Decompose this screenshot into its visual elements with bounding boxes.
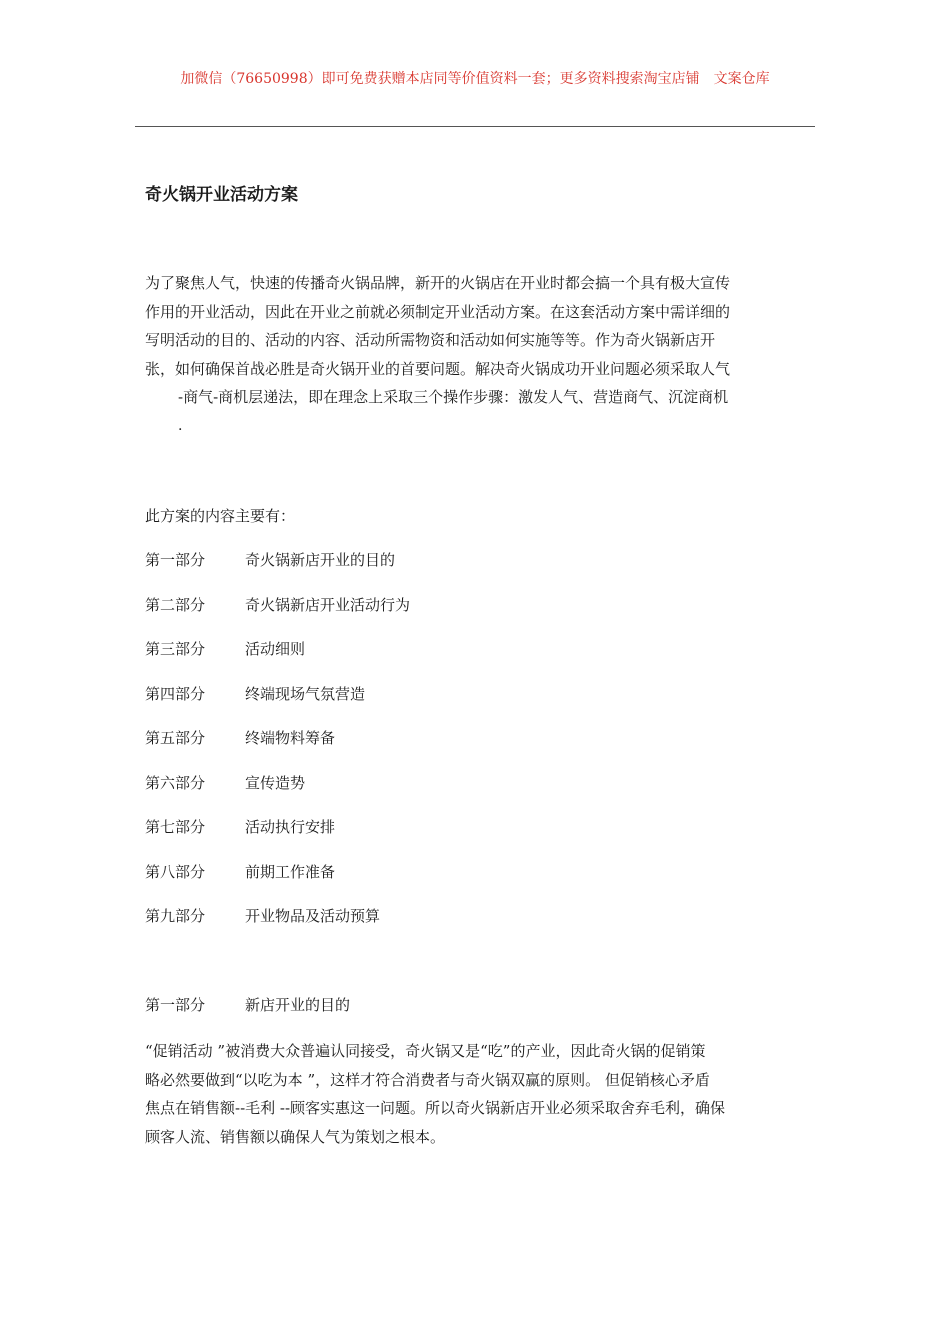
toc-part-title: 奇火锅新店开业的目的 <box>245 551 396 569</box>
section-part-label: 第一部分 <box>145 996 206 1014</box>
toc-part-label: 第四部分 <box>145 685 206 703</box>
toc-item <box>145 594 410 616</box>
toc-item <box>145 772 305 794</box>
toc-part-title: 宣传造势 <box>245 774 306 792</box>
toc-part-label: 第一部分 <box>145 551 206 569</box>
toc-part-title: 活动执行安排 <box>245 818 336 836</box>
document-title: 奇火锅开业活动方案 <box>145 185 298 205</box>
section-line: 顾客人流、销售额以确保人气为策划之根本。 <box>145 1127 446 1146</box>
toc-part-label: 第五部分 <box>145 729 206 747</box>
section-title: 新店开业的目的 <box>245 996 351 1014</box>
toc-part-label: 第二部分 <box>145 596 206 614</box>
section-line: 略必然要做到“以吃为本 ”，这样才符合消费者与奇火锅双赢的原则。 但促销核心矛盾 <box>145 1070 710 1089</box>
toc-part-label: 第六部分 <box>145 774 206 792</box>
section-heading <box>145 994 350 1016</box>
toc-part-label: 第八部分 <box>145 863 206 881</box>
toc-part-title: 前期工作准备 <box>245 863 336 881</box>
section-line: 焦点在销售额--毛利 --顾客实惠这一问题。所以奇火锅新店开业必须采取舍弃毛利，确保 <box>145 1099 726 1117</box>
intro-line: 张，如何确保首战必胜是奇火锅开业的首要问题。解决奇火锅成功开业问题必须采取人气 <box>145 359 731 378</box>
toc-part-label: 第七部分 <box>145 818 206 836</box>
toc-part-title: 奇火锅新店开业活动行为 <box>245 596 411 614</box>
header-divider <box>135 126 815 127</box>
toc-part-label: 第三部分 <box>145 640 206 658</box>
toc-part-title: 终端现场气氛营造 <box>245 685 366 703</box>
toc-part-title: 开业物品及活动预算 <box>245 907 381 925</box>
intro-line: 写明活动的目的、活动的内容、活动所需物资和活动如何实施等等。作为奇火锅新店开 <box>145 331 716 349</box>
toc-item <box>145 861 335 883</box>
toc-item <box>145 549 395 571</box>
toc-part-title: 终端物料筹备 <box>245 729 336 747</box>
toc-item <box>145 905 380 927</box>
section-paragraph <box>145 1037 813 1151</box>
intro-line: . <box>178 417 183 434</box>
toc-part-label: 第九部分 <box>145 907 206 925</box>
section-line: “促销活动 ”被消费大众普遍认同接受，奇火锅又是“吃”的产业，因此奇火锅的促销策 <box>145 1042 706 1060</box>
toc-part-title: 活动细则 <box>245 640 306 658</box>
intro-line: -商气-商机层递法，即在理念上采取三个操作步骤：激发人气、营造商气、沉淀商机 <box>178 388 729 406</box>
intro-line: 为了聚焦人气，快速的传播奇火锅品牌，新开的火锅店在开业时都会搞一个具有极大宣传 <box>145 274 731 292</box>
toc-item <box>145 816 335 838</box>
header-promo-note <box>0 69 950 89</box>
intro-line: 作用的开业活动，因此在开业之前就必须制定开业活动方案。在这套活动方案中需详细的 <box>145 302 731 321</box>
header-shop-name: 文案仓库 <box>713 71 770 87</box>
toc-item <box>145 638 305 660</box>
toc-item <box>145 683 365 705</box>
intro-paragraph <box>145 269 807 440</box>
header-promo-text: 加微信（76650998）即可免费获赠本店同等价值资料一套；更多资料搜索淘宝店铺 <box>180 71 700 87</box>
toc-item <box>145 727 335 749</box>
contents-heading: 此方案的内容主要有： <box>145 507 296 525</box>
